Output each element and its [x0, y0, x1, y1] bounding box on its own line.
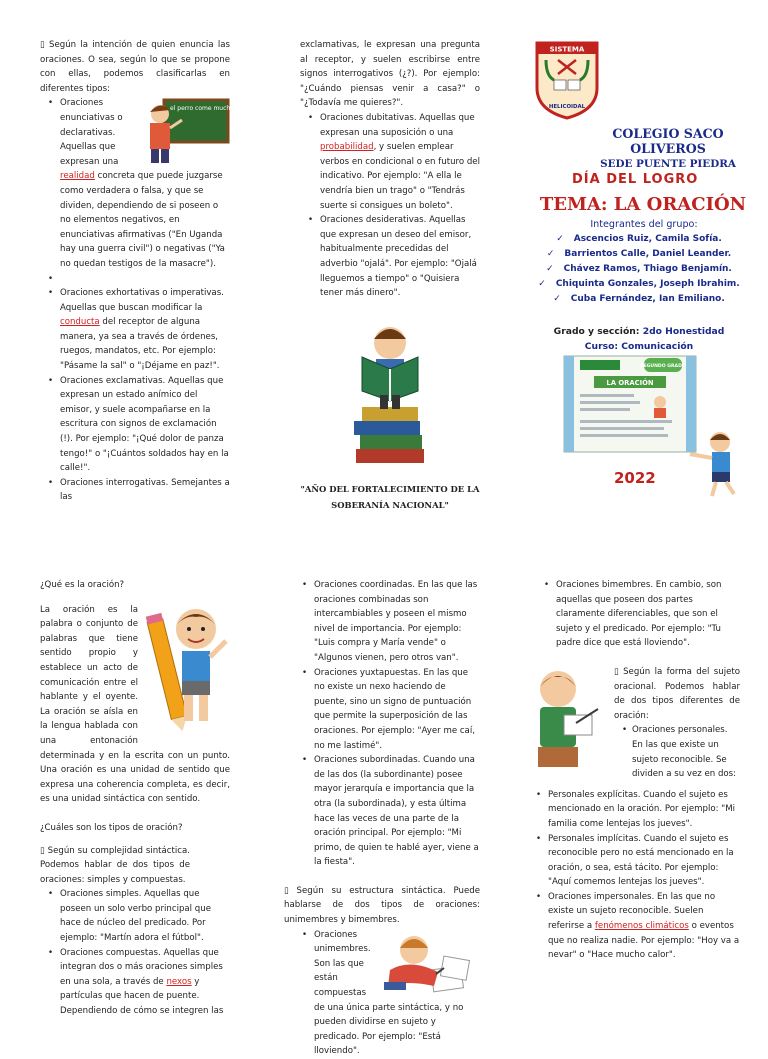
- child-drawing-illustration: [380, 928, 480, 996]
- bullet-text: Oraciones compuestas. Aquellas que integran dos o más oraciones simples en una sola, a través de: [60, 947, 223, 987]
- bullet-text: , y suelen emplear verbos en condicional o en futuro del indicativo. Por ejemplo: "A ella le vendría bien un trago" o "Tendrás suerte si consigues un boleto".: [320, 142, 480, 211]
- bullet-subordinadas: • Oraciones subordinadas. Cuando una de las dos (la subordinante) posee mayor jerarquía e importancia que la otra (la subordinada), y esta última hace las veces de una parte de la oración principal. Por ejemplo: "Mi primo, de quien te hablé ayer, viene a la fiesta".: [294, 753, 480, 870]
- bullet-text: Oraciones impersonales. En las que no existe un sujeto reconocible. Suelen referirse a: [548, 891, 716, 932]
- bullet-unimembres: [294, 928, 480, 1059]
- member-item: [528, 277, 750, 292]
- paragraph-complexity: ▯ Según su complejidad sintáctica. Podemos hablar de dos tipos de oraciones: simples y compuestas.: [40, 845, 190, 885]
- boy-pencil-illustration: [144, 603, 230, 733]
- bullet-compuestas: [40, 946, 230, 1019]
- reading-boy-illustration: [342, 317, 438, 477]
- bullet-simples: • Oraciones simples. Aquellas que poseen un solo verbo principal que hace de núcleo del predicado. Por ejemplo: "Martín adora el fútbol".: [40, 887, 230, 945]
- national-motto: "AÑO DEL FORTALECIMIENTO DE LA SOBERANÍA NACIONAL": [300, 483, 480, 510]
- panel-cover: [528, 38, 750, 508]
- bullet-text: o eventos que no realiza nadie. Por ejemplo: "Hoy va a nevar" o "Hace mucho calor".: [548, 921, 740, 961]
- check-icon: ✓: [546, 249, 555, 259]
- check-icon: ✓: [556, 234, 564, 244]
- link-nexos[interactable]: nexos: [166, 976, 192, 987]
- check-icon: ✓: [538, 279, 546, 289]
- question-types: ¿Cuáles son los tipos de oración?: [40, 822, 183, 833]
- child-writing-illustration: [528, 665, 602, 777]
- course-value: Comunicación: [621, 341, 694, 352]
- bullet-text: concreta que puede juzgarse como verdadera o falsa, y que se dividen, dependiendo de si poseen o no elementos negativos, en enunciativas afirmativas ("En Uganda hay una guerra civil") o negativas ("Ya no quedan testigos de la masacre").: [60, 171, 225, 269]
- bullet-bimembres: • Oraciones bimembres. En cambio, son aquellas que poseen dos partes claramente diferenciables, que son el sujeto y el predicado. Por ejemplo: "Tu padre dice que está lloviendo".: [536, 578, 740, 651]
- member-name: Cuba Fernández, Ian Emiliano.: [570, 294, 725, 304]
- paragraph-structure: ▯ Según su estructura sintáctica. Puede hablarse de dos tipos de oraciones: unimembres y bimembres.: [284, 885, 480, 926]
- subject-form-block: [528, 665, 740, 782]
- members-list: [528, 232, 750, 307]
- teacher-illustration: [142, 96, 234, 166]
- bullet-dubitativas: [300, 111, 480, 213]
- bullet-implicitas: • Personales implícitas. Cuando el sujeto es reconocible pero no está mencionado en la oración, o sea, está tácito. Por ejemplo: "Aquí comemos lentejas los jueves".: [528, 832, 740, 890]
- member-name: Chávez Ramos, Thiago Benjamín.: [563, 264, 732, 274]
- bullet-impersonales: [528, 890, 740, 963]
- member-item: [528, 232, 750, 247]
- bullet-enunciativas: [40, 96, 234, 271]
- paragraph-subject-form: ▯ Según la forma del sujeto oracional. Podemos hablar de dos tipos diferentes de oración:: [614, 666, 740, 721]
- link-fenomenos-climaticos[interactable]: fenómenos climáticos: [594, 921, 689, 932]
- bullet-text: Oraciones dubitativas. Aquellas que expresan una suposición o una: [320, 112, 475, 138]
- paragraph-intention-intro: ▯ Según la intención de quien enuncia las oraciones. O sea, según lo que se propone con ellas, podemos clasificarlas en diferentes tipos:: [40, 40, 230, 94]
- topic-title: TEMA: LA ORACIÓN: [539, 194, 747, 215]
- bullet-personales: • Oraciones personales. En las que existe un sujeto reconocible. Se dividen a su vez en dos:: [614, 723, 740, 781]
- emblem-bottom-text: HELICOIDAL: [548, 104, 586, 110]
- bullet-text: Oraciones enunciativas o declarativas. Aquellas que expresan una: [60, 98, 123, 167]
- school-name: [586, 126, 750, 156]
- bullet-exclamativas: • Oraciones exclamativas. Aquellas que expresan un estado anímico del emisor, y suele acompañarse en la escritura con signos de exclamación (!). Por ejemplo: "¡Qué dolor de panza tengo!" o "¡Cuántos soldados hay en la calle!".: [40, 374, 230, 476]
- link-conducta[interactable]: conducta: [60, 317, 100, 328]
- bullet-interrogativas: • Oraciones interrogativas. Semejantes a las: [40, 476, 230, 505]
- question-what-is: ¿Qué es la oración?: [40, 580, 125, 590]
- bullet-text: y partículas que hacen de puente. Dependiendo de cómo se integren las: [60, 976, 224, 1017]
- grade-label: Grado y sección:: [553, 326, 640, 337]
- school-name-line1: COLEGIO SACO: [612, 126, 724, 141]
- grade-section: [528, 324, 750, 339]
- member-item: [528, 247, 750, 262]
- school-emblem: [534, 40, 600, 120]
- panel-subject-types: [528, 578, 740, 1024]
- link-probabilidad[interactable]: probabilidad: [320, 142, 374, 153]
- book-cover-thumbnail: [564, 356, 696, 452]
- bullet-yuxtapuestas: • Oraciones yuxtapuestas. En las que no existe un nexo haciendo de puente, sino un signo de puntuación que permite la superposición de las oraciones. Por ejemplo: "Ayer me caí, no me lastimé".: [294, 666, 480, 754]
- check-icon: ✓: [553, 294, 561, 304]
- emblem-top-text: SISTEMA: [549, 45, 585, 54]
- check-icon: ✓: [546, 264, 554, 274]
- book-badge-text: SEGUNDO GRADO: [640, 364, 686, 369]
- bullet-empty: [40, 272, 230, 287]
- panel-compound-types: [284, 578, 480, 1057]
- bullet-coordinadas: • Oraciones coordinadas. En las que las oraciones combinadas son intercambiables y poseen el mismo nivel de importancia. Por ejemplo: "Luis compra y María vende" o "Algunos vienen, pero otros van".: [294, 578, 480, 666]
- paragraph-definition: La oración es la palabra o conjunto de palabras que tiene sentido propio y establece un acto de comunicación entre el hablante y el oyente. La oración se aísla en la lengua hablada con una entonación determinada y en la escrita con un punto. Una oración es una unidad de sentido que expresa una coherencia completa, es decir, es una unidad sintáctica con sentido.: [40, 604, 230, 805]
- school-branch: SEDE PUENTE PIEDRA: [600, 158, 736, 170]
- member-name: Chiquinta Gonzales, Joseph Ibrahim.: [555, 279, 740, 289]
- bullet-text: del receptor de alguna manera, ya sea a través de órdenes, ruegos, mandatos, etc. Por ejemplo: "Pásame la sal" o "¡Déjame en paz!".: [60, 317, 220, 372]
- bullet-text: Oraciones exhortativas o imperativas. Aquellas que buscan modificar la: [60, 288, 224, 313]
- chalkboard-text: • el perro come mucho: [170, 105, 234, 113]
- school-name-line2: OLIVEROS: [630, 141, 706, 156]
- grade-value: 2do Honestidad: [642, 326, 725, 337]
- bullet-desiderativas: • Oraciones desiderativas. Aquellas que expresan un deseo del emisor, habitualmente precedidas del adverbio "ojalá". Por ejemplo: "Ojalá lleguemos a tiempo" o "Quisiera tener más dinero".: [300, 213, 480, 301]
- course-line: [528, 339, 750, 354]
- member-item: [528, 262, 750, 277]
- boy-pointing-illustration: [686, 430, 746, 500]
- group-label: Integrantes del grupo:: [590, 219, 698, 230]
- year: 2022: [614, 469, 656, 487]
- member-name: Ascencios Ruiz, Camila Sofía.: [573, 234, 722, 244]
- book-title-text: LA ORACIÓN: [606, 379, 654, 387]
- panel-what-is-sentence: [40, 578, 230, 1024]
- course-label: Curso:: [584, 341, 619, 352]
- bullet-explicitas: • Personales explícitas. Cuando el sujeto es mencionado en la oración. Por ejemplo: "Mi familia come lentejas los jueves".: [528, 788, 740, 832]
- panel-types-continued: [300, 38, 480, 508]
- member-name: Barrientos Calle, Daniel Leander.: [564, 249, 732, 259]
- panel-intention-types: [40, 38, 234, 508]
- bullet-exhortativas: [40, 286, 230, 374]
- paragraph-interrogativas-cont: exclamativas, le expresan una pregunta al receptor, y suelen escribirse entre signos interrogativos (¿?). Por ejemplo: "¿Cuándo piensas venir a casa?" o "¿Todavía me quieres?".: [300, 40, 480, 109]
- link-realidad[interactable]: realidad: [60, 171, 95, 182]
- bullet-text: Oraciones unimembres. Son las que están compuestas de una única parte sintáctica, y no pueden dividirse en sujeto y predicado. Por ejemplo: "Está lloviendo".: [314, 929, 464, 1057]
- member-item: [528, 292, 750, 307]
- achievement-day: DÍA DEL LOGRO: [572, 172, 699, 187]
